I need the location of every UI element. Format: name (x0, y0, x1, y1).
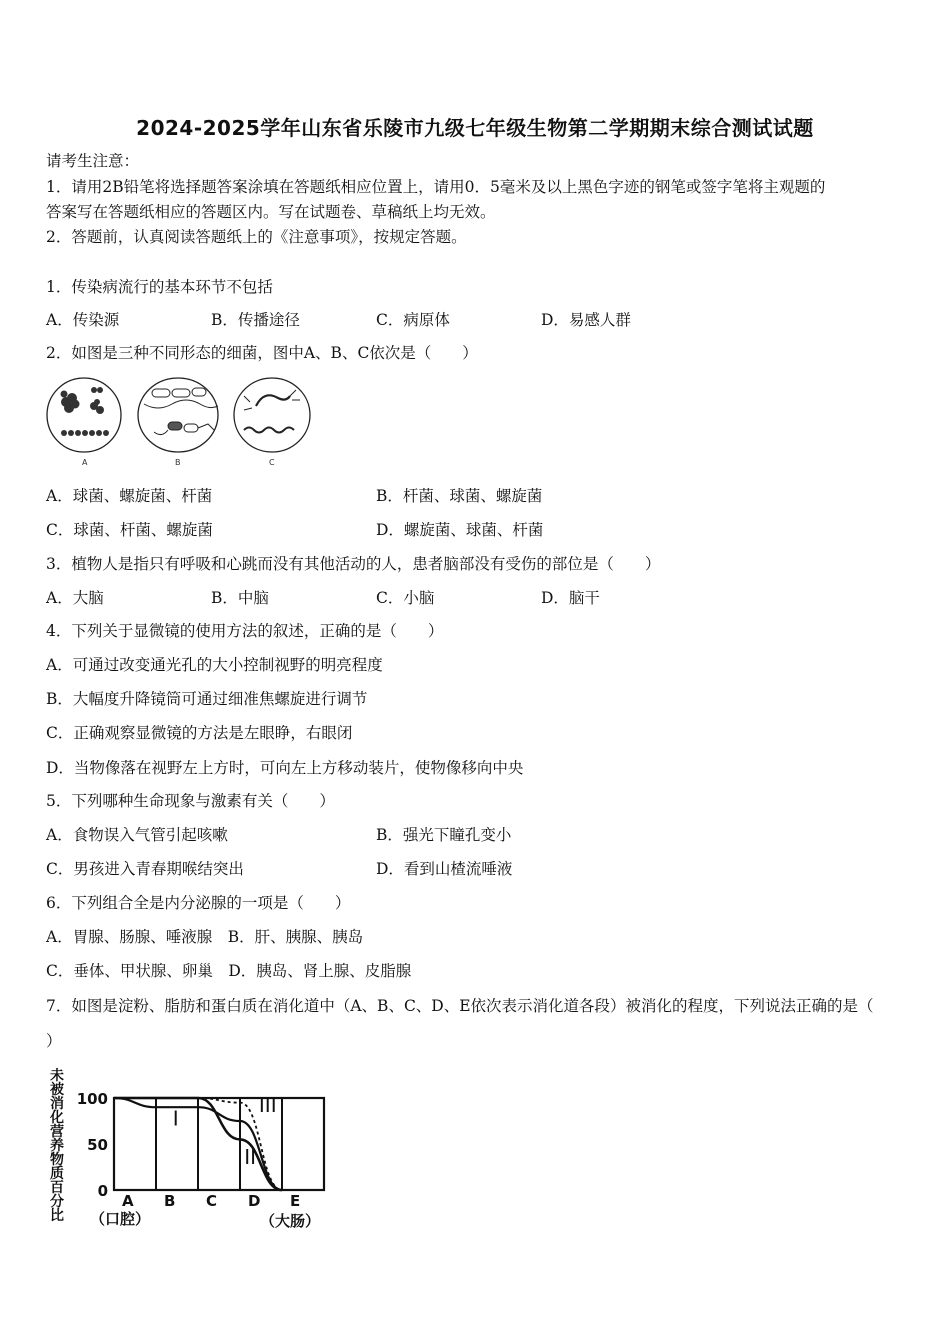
chart-x-ticks (122, 1192, 300, 1210)
ylabel-char: 未 (50, 1068, 64, 1084)
bacteria-b-bacilli (138, 378, 218, 452)
bacteria-label-b: B (175, 458, 181, 467)
q2-option-c: C．球菌、杆菌、螺旋菌 (46, 521, 213, 539)
q6-options-cd: C．垂体、甲状腺、卵巢 D．胰岛、肾上腺、皮脂腺 (46, 962, 412, 980)
question-7-stem: 7．如图是淀粉、脂肪和蛋白质在消化道中（A、B、C、D、E依次表示消化道各段）被消化的程度，下列说法正确的是（ (46, 997, 874, 1015)
chart-ylabel (49, 1068, 65, 1224)
digestion-chart (46, 1068, 366, 1234)
x-tick-label: C (206, 1192, 218, 1210)
ylabel-char: 分 (50, 1194, 64, 1210)
q2-option-b: B．杆菌、球菌、螺旋菌 (376, 487, 543, 505)
q6-options-ab: A．胃腺、肠腺、唾液腺 B．肝、胰腺、胰岛 (46, 928, 364, 946)
x-tick-label: A (122, 1192, 134, 1210)
x-note-mouth: （口腔） (90, 1210, 151, 1228)
y-tick-label: 100 (76, 1090, 108, 1108)
q1-option-d: D．易感人群 (541, 311, 631, 329)
q5-option-b: B．强光下瞳孔变小 (376, 826, 512, 844)
q3-option-d: D．脑干 (541, 589, 600, 607)
q5-option-d: D．看到山楂流唾液 (376, 860, 513, 878)
bacteria-a-cocci (47, 378, 121, 452)
bacteria-label-a: A (82, 458, 88, 467)
bacteria-figure (44, 376, 324, 472)
page-title: 2024-2025学年山东省乐陵市九级七年级生物第二学期期末综合测试试题 (136, 116, 814, 140)
x-tick-label: B (164, 1192, 176, 1210)
ylabel-char: 被 (50, 1082, 64, 1098)
ylabel-char: 百 (50, 1180, 64, 1196)
question-6-stem: 6．下列组合全是内分泌腺的一项是（ ） (46, 894, 351, 912)
q4-option-c: C．正确观察显微镜的方法是左眼睁，右眼闭 (46, 724, 353, 742)
q5-option-c: C．男孩进入青春期喉结突出 (46, 860, 244, 878)
notice-line-2: 答案写在答题纸相应的答题区内。写在试题卷、草稿纸上均无效。 (46, 203, 496, 221)
plot-frame (114, 1098, 324, 1190)
question-1-stem: 1．传染病流行的基本环节不包括 (46, 278, 273, 296)
notice-line-1: 1．请用2B铅笔将选择题答案涂填在答题纸相应位置上，请用0．5毫米及以上黑色字迹的钢笔或签字笔将主观题的 (46, 178, 826, 196)
bacteria-c-spirilla (234, 378, 310, 452)
x-tick-label: D (248, 1192, 261, 1210)
q5-option-a: A．食物误入气管引起咳嗽 (46, 826, 228, 844)
notice-line-3: 2．答题前，认真阅读答题纸上的《注意事项》，按规定答题。 (46, 228, 467, 246)
q1-option-a: A．传染源 (46, 311, 120, 329)
bacteria-label-c: C (269, 458, 275, 467)
ylabel-char: 营 (50, 1124, 64, 1140)
q4-option-a: A．可通过改变通光孔的大小控制视野的明亮程度 (46, 656, 383, 674)
ylabel-char: 养 (50, 1138, 64, 1154)
series-label: I (172, 1106, 179, 1131)
q1-option-b: B．传播途径 (211, 311, 300, 329)
q4-option-d: D．当物像落在视野左上方时，可向左上方移动装片，使物像移向中央 (46, 759, 524, 777)
notice-heading: 请考生注意： (46, 152, 140, 170)
q2-option-a: A．球菌、螺旋菌、杆菌 (46, 487, 213, 505)
x-note-large-intestine: （大肠） (260, 1212, 321, 1230)
q1-option-c: C．病原体 (376, 311, 450, 329)
question-2-stem: 2．如图是三种不同形态的细菌，图中A、B、C依次是（ ） (46, 344, 478, 362)
x-tick-label: E (290, 1192, 301, 1210)
ylabel-char: 质 (50, 1166, 64, 1182)
question-4-stem: 4．下列关于显微镜的使用方法的叙述，正确的是（ ） (46, 622, 444, 640)
q3-option-a: A．大脑 (46, 589, 104, 607)
chart-y-ticks (77, 1090, 108, 1200)
question-7-stem-end: ） (46, 1032, 62, 1050)
ylabel-char: 比 (50, 1208, 64, 1224)
y-tick-label: 50 (87, 1136, 108, 1154)
series-label: III (258, 1092, 277, 1117)
ylabel-char: 化 (50, 1110, 64, 1126)
q3-option-b: B．中脑 (211, 589, 269, 607)
q2-option-d: D．螺旋菌、球菌、杆菌 (376, 521, 544, 539)
q3-option-c: C．小脑 (376, 589, 435, 607)
ylabel-char: 消 (50, 1096, 64, 1112)
question-5-stem: 5．下列哪种生命现象与激素有关（ ） (46, 792, 335, 810)
q4-option-b: B．大幅度升降镜筒可通过细准焦螺旋进行调节 (46, 690, 368, 708)
question-3-stem: 3．植物人是指只有呼吸和心跳而没有其他活动的人，患者脑部没有受伤的部位是（ ） (46, 555, 661, 573)
series-label: II (244, 1145, 256, 1170)
y-tick-label: 0 (97, 1182, 108, 1200)
chart-frame (114, 1098, 324, 1190)
ylabel-char: 物 (50, 1152, 64, 1168)
